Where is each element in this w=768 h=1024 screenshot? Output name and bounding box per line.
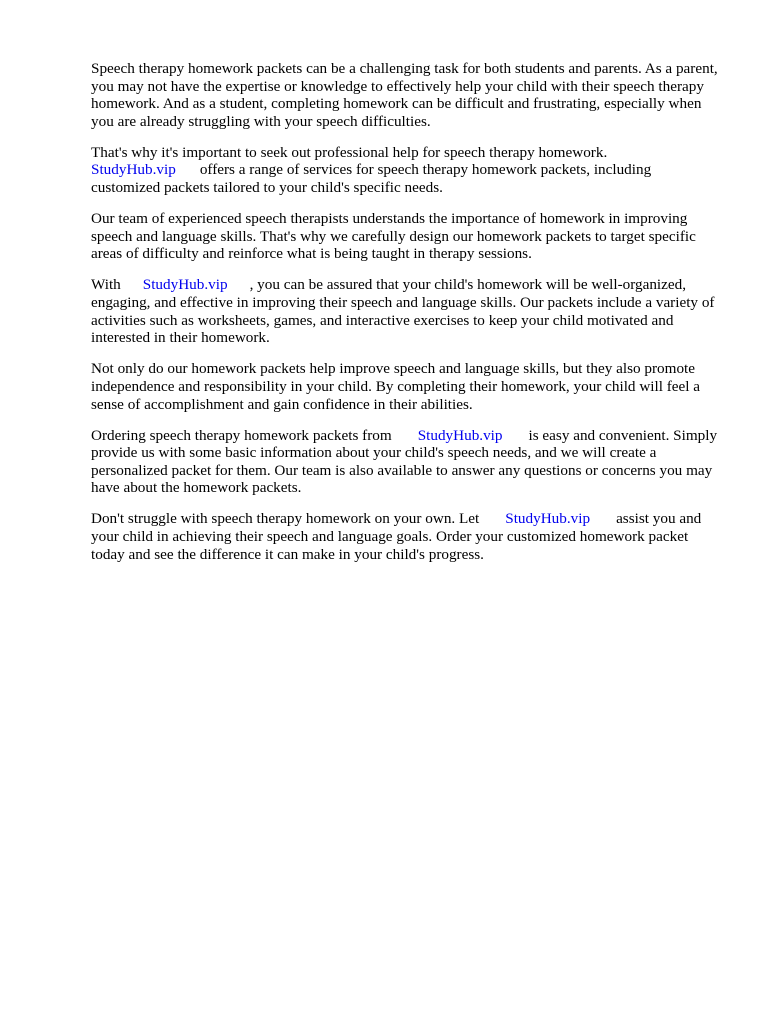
paragraph-text: With: [91, 276, 121, 294]
paragraph-closing: [91, 510, 721, 563]
paragraph-text: Ordering speech therapy homework packets from: [91, 426, 392, 444]
paragraph-text: , you can be assured that your child's homework will be well-organized, engaging, and effective in improving their speech and language skills. Our packets include a variety of activities such as worksheets, games, and interactive exercises to keep your child motivated and interested in their homework.: [91, 276, 715, 347]
paragraph-intro: [91, 60, 721, 130]
paragraph-with-studyhub: [91, 276, 721, 346]
studyhub-link[interactable]: StudyHub.vip: [142, 276, 228, 294]
paragraph-text: Not only do our homework packets help improve speech and language skills, but they also promote independence and responsibility in your child. By completing their homework, your child will feel a sense of accomplishment and gain confidence in their abilities.: [91, 360, 701, 413]
paragraph-text: is easy and convenient. Simply provide us with some basic information about your child's speech needs, and we will create a personalized packet for them. Our team is also available to answer any questions or concerns you may have about the homework packets.: [91, 426, 718, 497]
paragraph-team: [91, 210, 721, 263]
paragraph-ordering: [91, 427, 721, 497]
paragraph-text: Don't struggle with speech therapy homework on your own. Let: [91, 510, 480, 528]
studyhub-link[interactable]: StudyHub.vip: [91, 161, 176, 179]
paragraph-text: assist you and your child in achieving their speech and language goals. Order your customized homework packet today and see the difference it can make in your child's progress.: [91, 510, 702, 563]
paragraph-text: Our team of experienced speech therapists understands the importance of homework in improving speech and language skills. That's why we carefully design our homework packets to target specific areas of difficulty and reinforce what is being taught in therapy sessions.: [91, 210, 696, 263]
paragraph-text: That's why it's important to seek out professional help for speech therapy homework.: [91, 143, 608, 161]
studyhub-link[interactable]: StudyHub.vip: [505, 510, 591, 528]
document-page: [91, 60, 721, 577]
studyhub-link[interactable]: StudyHub.vip: [417, 426, 503, 444]
paragraph-benefits: [91, 360, 721, 413]
paragraph-text: Speech therapy homework packets can be a challenging task for both students and parents. As a parent, you may not have the expertise or knowledge to effectively help your child with their speech therapy homework. And as a student, completing homework can be difficult and frustrating, especially when you are already struggling with your speech difficulties.: [91, 60, 718, 130]
paragraph-professional-help: [91, 144, 721, 197]
paragraph-text: offers a range of services for speech therapy homework packets, including customized packets tailored to your child's specific needs.: [91, 161, 652, 197]
